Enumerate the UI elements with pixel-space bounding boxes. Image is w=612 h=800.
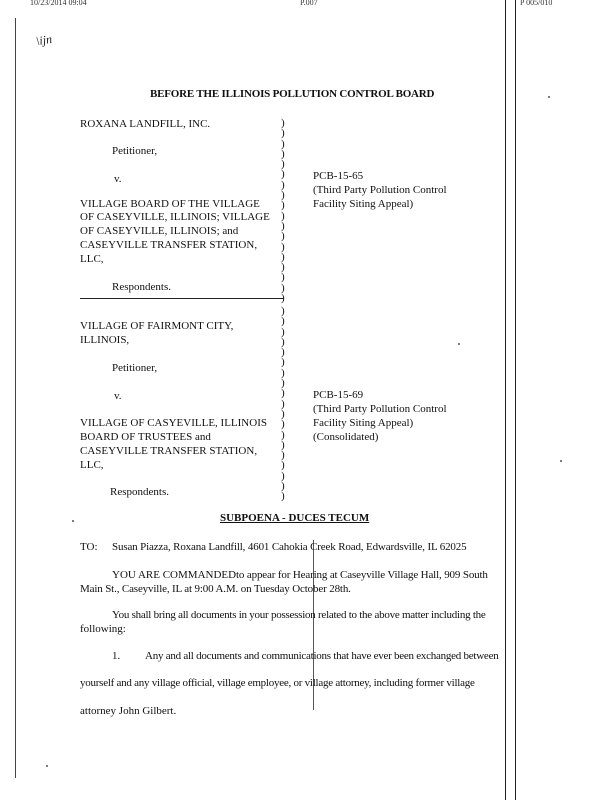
case2-type-line: Facility Siting Appeal)	[313, 417, 414, 429]
item-line: Any and all documents and communications that have ever been exchanged between	[145, 650, 499, 662]
case2-petitioner-role: Petitioner,	[112, 362, 158, 374]
case1-petitioner-name: ROXANA LANDFILL, INC.	[80, 118, 211, 130]
command-line: Main St., Caseyville, IL at 9:00 A.M. on Tuesday October 28th.	[80, 583, 351, 595]
handwritten-note: \ijn	[35, 31, 53, 49]
case2-petitioner-line: VILLAGE OF FAIRMONT CITY,	[80, 320, 234, 332]
left-margin-line	[15, 18, 16, 778]
case2-respondent-line: CASEYVILLE TRANSFER STATION,	[80, 445, 258, 457]
case2-respondent-line: VILLAGE OF CASYEVILLE, ILLINOIS	[80, 417, 267, 429]
right-margin-line-1	[505, 0, 506, 800]
to-recipient: Susan Piazza, Roxana Landfill, 4601 Cahokia Creek Road, Edwardsville, IL 62025	[112, 541, 467, 553]
case1-versus: v.	[114, 173, 122, 185]
item-line: attorney John Gilbert.	[80, 705, 177, 717]
fax-date-time: 10/23/2014 09:04	[30, 0, 87, 7]
command-line: to appear for Hearing at Caseyville Village Hall, 909 South	[236, 569, 488, 581]
case2-versus: v.	[114, 390, 122, 402]
case1-respondent-line: VILLAGE BOARD OF THE VILLAGE	[80, 198, 260, 210]
fax-page: P.007	[300, 0, 318, 7]
case2-respondent-role: Respondents.	[110, 486, 169, 498]
right-margin-line-2	[515, 0, 516, 800]
case2-respondent-line: LLC,	[80, 459, 104, 471]
scan-speck	[46, 765, 48, 767]
case1-respondent-line: LLC,	[80, 253, 104, 265]
subpoena-title: SUBPOENA - DUCES TECUM	[220, 512, 370, 524]
scan-speck	[560, 460, 562, 462]
case2-type-line: (Third Party Pollution Control	[313, 403, 447, 415]
case1-bracket: ) ) ) ) ) ) ) ) ) ) ) ) ) ) ) ) )	[281, 117, 285, 294]
bring-line: following:	[80, 623, 126, 635]
case2-type-line: (Consolidated)	[313, 431, 379, 443]
bring-line: You shall bring all documents in your possession related to the above matter including the	[112, 609, 486, 621]
scan-speck	[72, 520, 74, 522]
case1-petitioner-role: Petitioner,	[112, 145, 158, 157]
item-line: yourself and any village official, village employee, or village attorney, including former village	[80, 677, 475, 689]
case1-number: PCB-15-65	[313, 170, 364, 182]
case2-bracket: ) ) ) ) ) ) ) ) ) ) ) ) ) ) ) ) ) ) )	[281, 305, 285, 503]
caption-divider	[80, 298, 284, 299]
case1-type-line: (Third Party Pollution Control	[313, 184, 447, 196]
case2-number: PCB-15-69	[313, 389, 364, 401]
case1-respondent-role: Respondents.	[112, 281, 171, 293]
scan-speck	[548, 96, 550, 98]
board-title: BEFORE THE ILLINOIS POLLUTION CONTROL BOARD	[150, 88, 435, 100]
case2-respondent-line: BOARD OF TRUSTEES and	[80, 431, 211, 443]
item-number: 1.	[112, 650, 121, 662]
case1-type-line: Facility Siting Appeal)	[313, 198, 414, 210]
case1-respondent-line: OF CASEYVILLE, ILLINOIS; and	[80, 225, 239, 237]
to-label: TO:	[80, 541, 98, 553]
command-prefix: YOU ARE COMMANDED	[112, 569, 237, 581]
scan-speck	[458, 343, 460, 345]
fax-page-right: P 005/010	[520, 0, 553, 7]
case1-respondent-line: OF CASEYVILLE, ILLINOIS; VILLAGE	[80, 211, 270, 223]
case2-petitioner-line: ILLINOIS,	[80, 334, 130, 346]
case1-respondent-line: CASEYVILLE TRANSFER STATION,	[80, 239, 258, 251]
